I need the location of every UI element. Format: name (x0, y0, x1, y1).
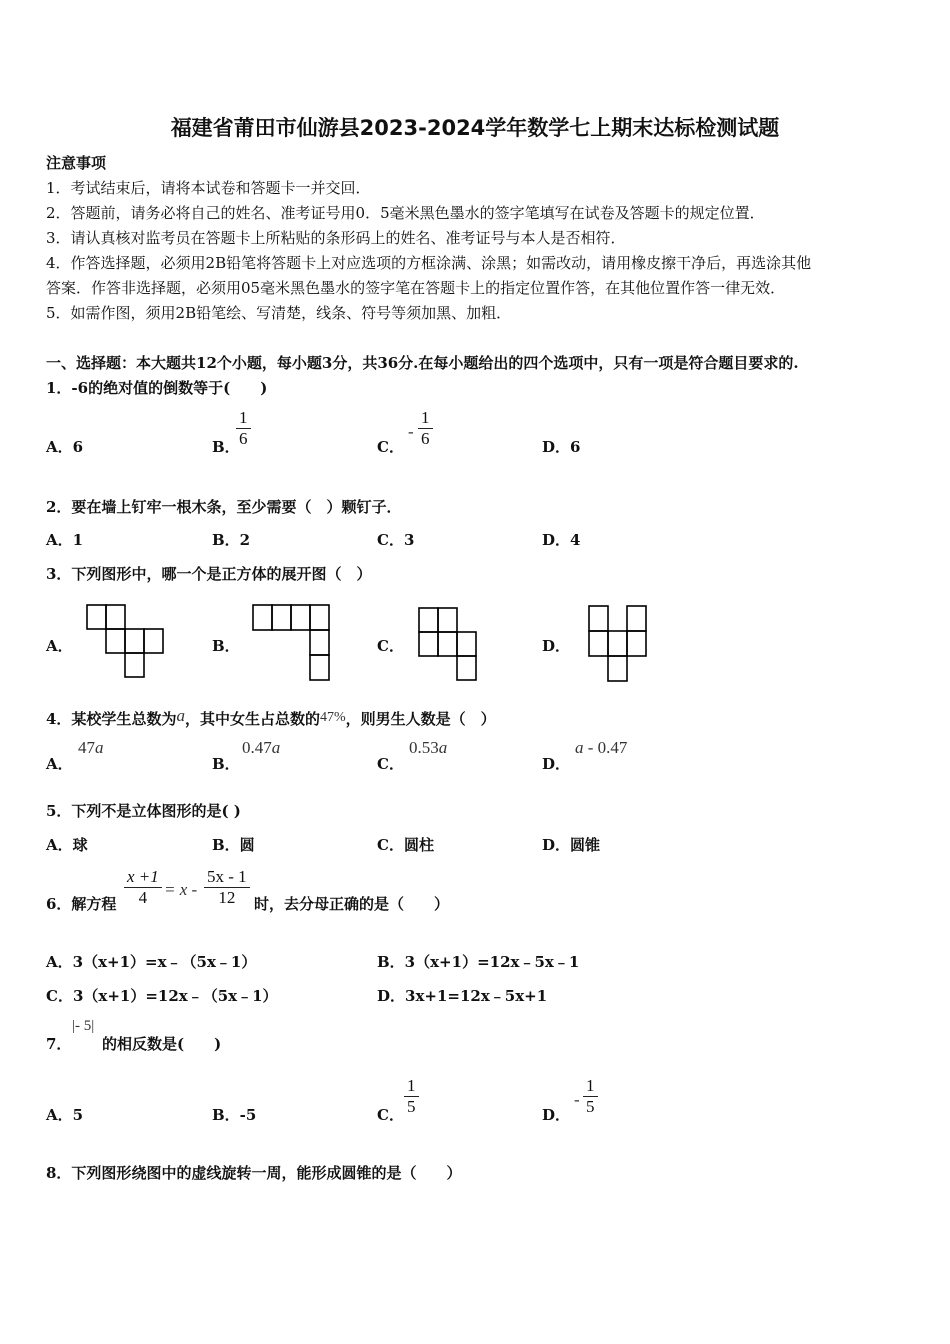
denominator: 6 (236, 428, 251, 449)
option-b-label: B． (212, 755, 240, 773)
option-b-label: B． (212, 438, 240, 456)
coef: 47 (78, 738, 95, 757)
notice-item: 3．请认真核对监考员在答题卡上所粘贴的条形码上的姓名、准考证号与本人是否相符． (46, 229, 626, 247)
question-stem-post: 的相反数是( ) (102, 1035, 222, 1053)
cube-net-d (588, 605, 650, 683)
numerator: 1 (239, 408, 248, 427)
option-d-fraction (583, 1076, 598, 1117)
option-a-expr (78, 738, 104, 758)
option-d-label: D． (542, 755, 571, 773)
denominator: 4 (124, 887, 162, 908)
numerator: 1 (407, 1076, 416, 1095)
notice-item: 1．考试结束后，请将本试卷和答题卡一并交回． (46, 179, 371, 197)
option-c: C．圆柱 (377, 836, 434, 854)
numerator: 5x - 1 (207, 867, 247, 886)
stem-text: 4．某校学生总数为 (46, 710, 177, 728)
var-a: a (176, 706, 185, 725)
cube-net-a (86, 604, 166, 682)
section-heading: 一、选择题：本大题共12个小题，每小题3分，共36分.在每小题给出的四个选项中，只有一项是符合题目要求的. (46, 354, 799, 372)
option-b: B．圆 (212, 836, 255, 854)
var-a: a (438, 738, 448, 757)
option-d: D．3x+1=12x﹣5x+1 (377, 987, 548, 1005)
notice-item: 4．作答选择题，必须用2B铅笔将答题卡上对应选项的方框涂满、涂黑；如需改动，请用橡皮擦干净后，再选涂其他 (46, 254, 812, 272)
var-a: a (95, 738, 104, 757)
equation-lhs-fraction (124, 867, 162, 908)
option-a: A．1 (46, 531, 84, 549)
denominator: 12 (204, 887, 250, 908)
percent-value: 47% (319, 710, 346, 725)
option-a: A．5 (46, 1106, 84, 1124)
option-a: A．3（x+1）=x﹣（5x﹣1） (46, 953, 257, 971)
option-a: A．6 (46, 438, 84, 456)
cube-net-b (252, 604, 332, 682)
notice-item: 5．如需作图，须用2B铅笔绘、写清楚，线条、符号等须加黑、加粗． (46, 304, 512, 322)
option-b-expr (242, 738, 280, 758)
option-c-label: C． (377, 438, 404, 456)
denominator: 6 (418, 428, 433, 449)
option-c-fraction (404, 1076, 419, 1117)
option-d-label: D． (542, 637, 571, 655)
equation-middle: = x - (164, 880, 198, 899)
minus-sign: - (574, 1090, 580, 1109)
option-c-label: C． (377, 1106, 404, 1124)
question-stem: 1．-6的绝对值的倒数等于( ) (46, 379, 268, 397)
numerator: 1 (421, 408, 430, 427)
stem-text: ，则男生人数是（ ） (345, 710, 496, 728)
coef: 0.53 (409, 738, 439, 757)
question-number: 7． (46, 1035, 72, 1053)
option-b: B．-5 (212, 1106, 257, 1124)
question-stem-pre: 6．解方程 (46, 895, 117, 913)
cube-net-c (418, 607, 480, 683)
question-stem: 2．要在墙上钉牢一根木条，至少需要（ ）颗钉子． (46, 498, 402, 516)
option-d: D．4 (542, 531, 581, 549)
numerator: 1 (586, 1076, 595, 1095)
option-c: C．3 (377, 531, 415, 549)
option-c-expr (409, 738, 447, 758)
option-b: B．3（x+1）=12x﹣5x﹣1 (377, 953, 580, 971)
option-a: A．球 (46, 836, 88, 854)
option-d: D．圆锥 (542, 836, 601, 854)
numerator: x +1 (127, 867, 159, 886)
option-c-label: C． (377, 755, 404, 773)
coef: 0.47 (242, 738, 272, 757)
option-d-label: D． (542, 1106, 571, 1124)
question-stem-post: 时，去分母正确的是（ ） (254, 895, 450, 913)
option-a-label: A． (46, 637, 73, 655)
minus-sign: - (408, 422, 414, 441)
option-c: C．3（x+1）=12x﹣（5x﹣1） (46, 987, 278, 1005)
var-a: a (271, 738, 281, 757)
notice-item: 答案．作答非选择题，必须用05毫米黑色墨水的签字笔在答题卡上的指定位置作答，在其他位置作答一律无效． (46, 279, 786, 297)
equation-rhs-fraction (204, 867, 250, 908)
option-d-expr (575, 738, 627, 758)
var-a: a (575, 738, 584, 757)
option-b-fraction (236, 408, 251, 449)
option-a-label: A． (46, 755, 73, 773)
denominator: 5 (583, 1096, 598, 1117)
option-d: D．6 (542, 438, 581, 456)
option-c-fraction (418, 408, 433, 449)
question-stem: 8．下列图形绕图中的虚线旋转一周，能形成圆锥的是（ ） (46, 1164, 462, 1182)
option-c-label: C． (377, 637, 404, 655)
denominator: 5 (404, 1096, 419, 1117)
coef: - 0.47 (587, 738, 628, 757)
absolute-value-expr: |- 5| (72, 1018, 95, 1034)
page-title: 福建省莆田市仙游县2023-2024学年数学七上期末达标检测试题 (170, 116, 780, 140)
question-stem (46, 706, 496, 729)
option-b-label: B． (212, 637, 240, 655)
question-stem: 5．下列不是立体图形的是( ) (46, 802, 241, 820)
option-b: B．2 (212, 531, 251, 549)
notice-heading: 注意事项 (46, 154, 107, 172)
stem-text: ，其中女生占总数的 (184, 710, 320, 728)
notice-item: 2．答题前，请务必将自己的姓名、准考证号用0．5毫米黑色墨水的签字笔填写在试卷及答题卡的规定位置． (46, 204, 765, 222)
question-stem: 3．下列图形中，哪一个是正方体的展开图（ ） (46, 565, 372, 583)
